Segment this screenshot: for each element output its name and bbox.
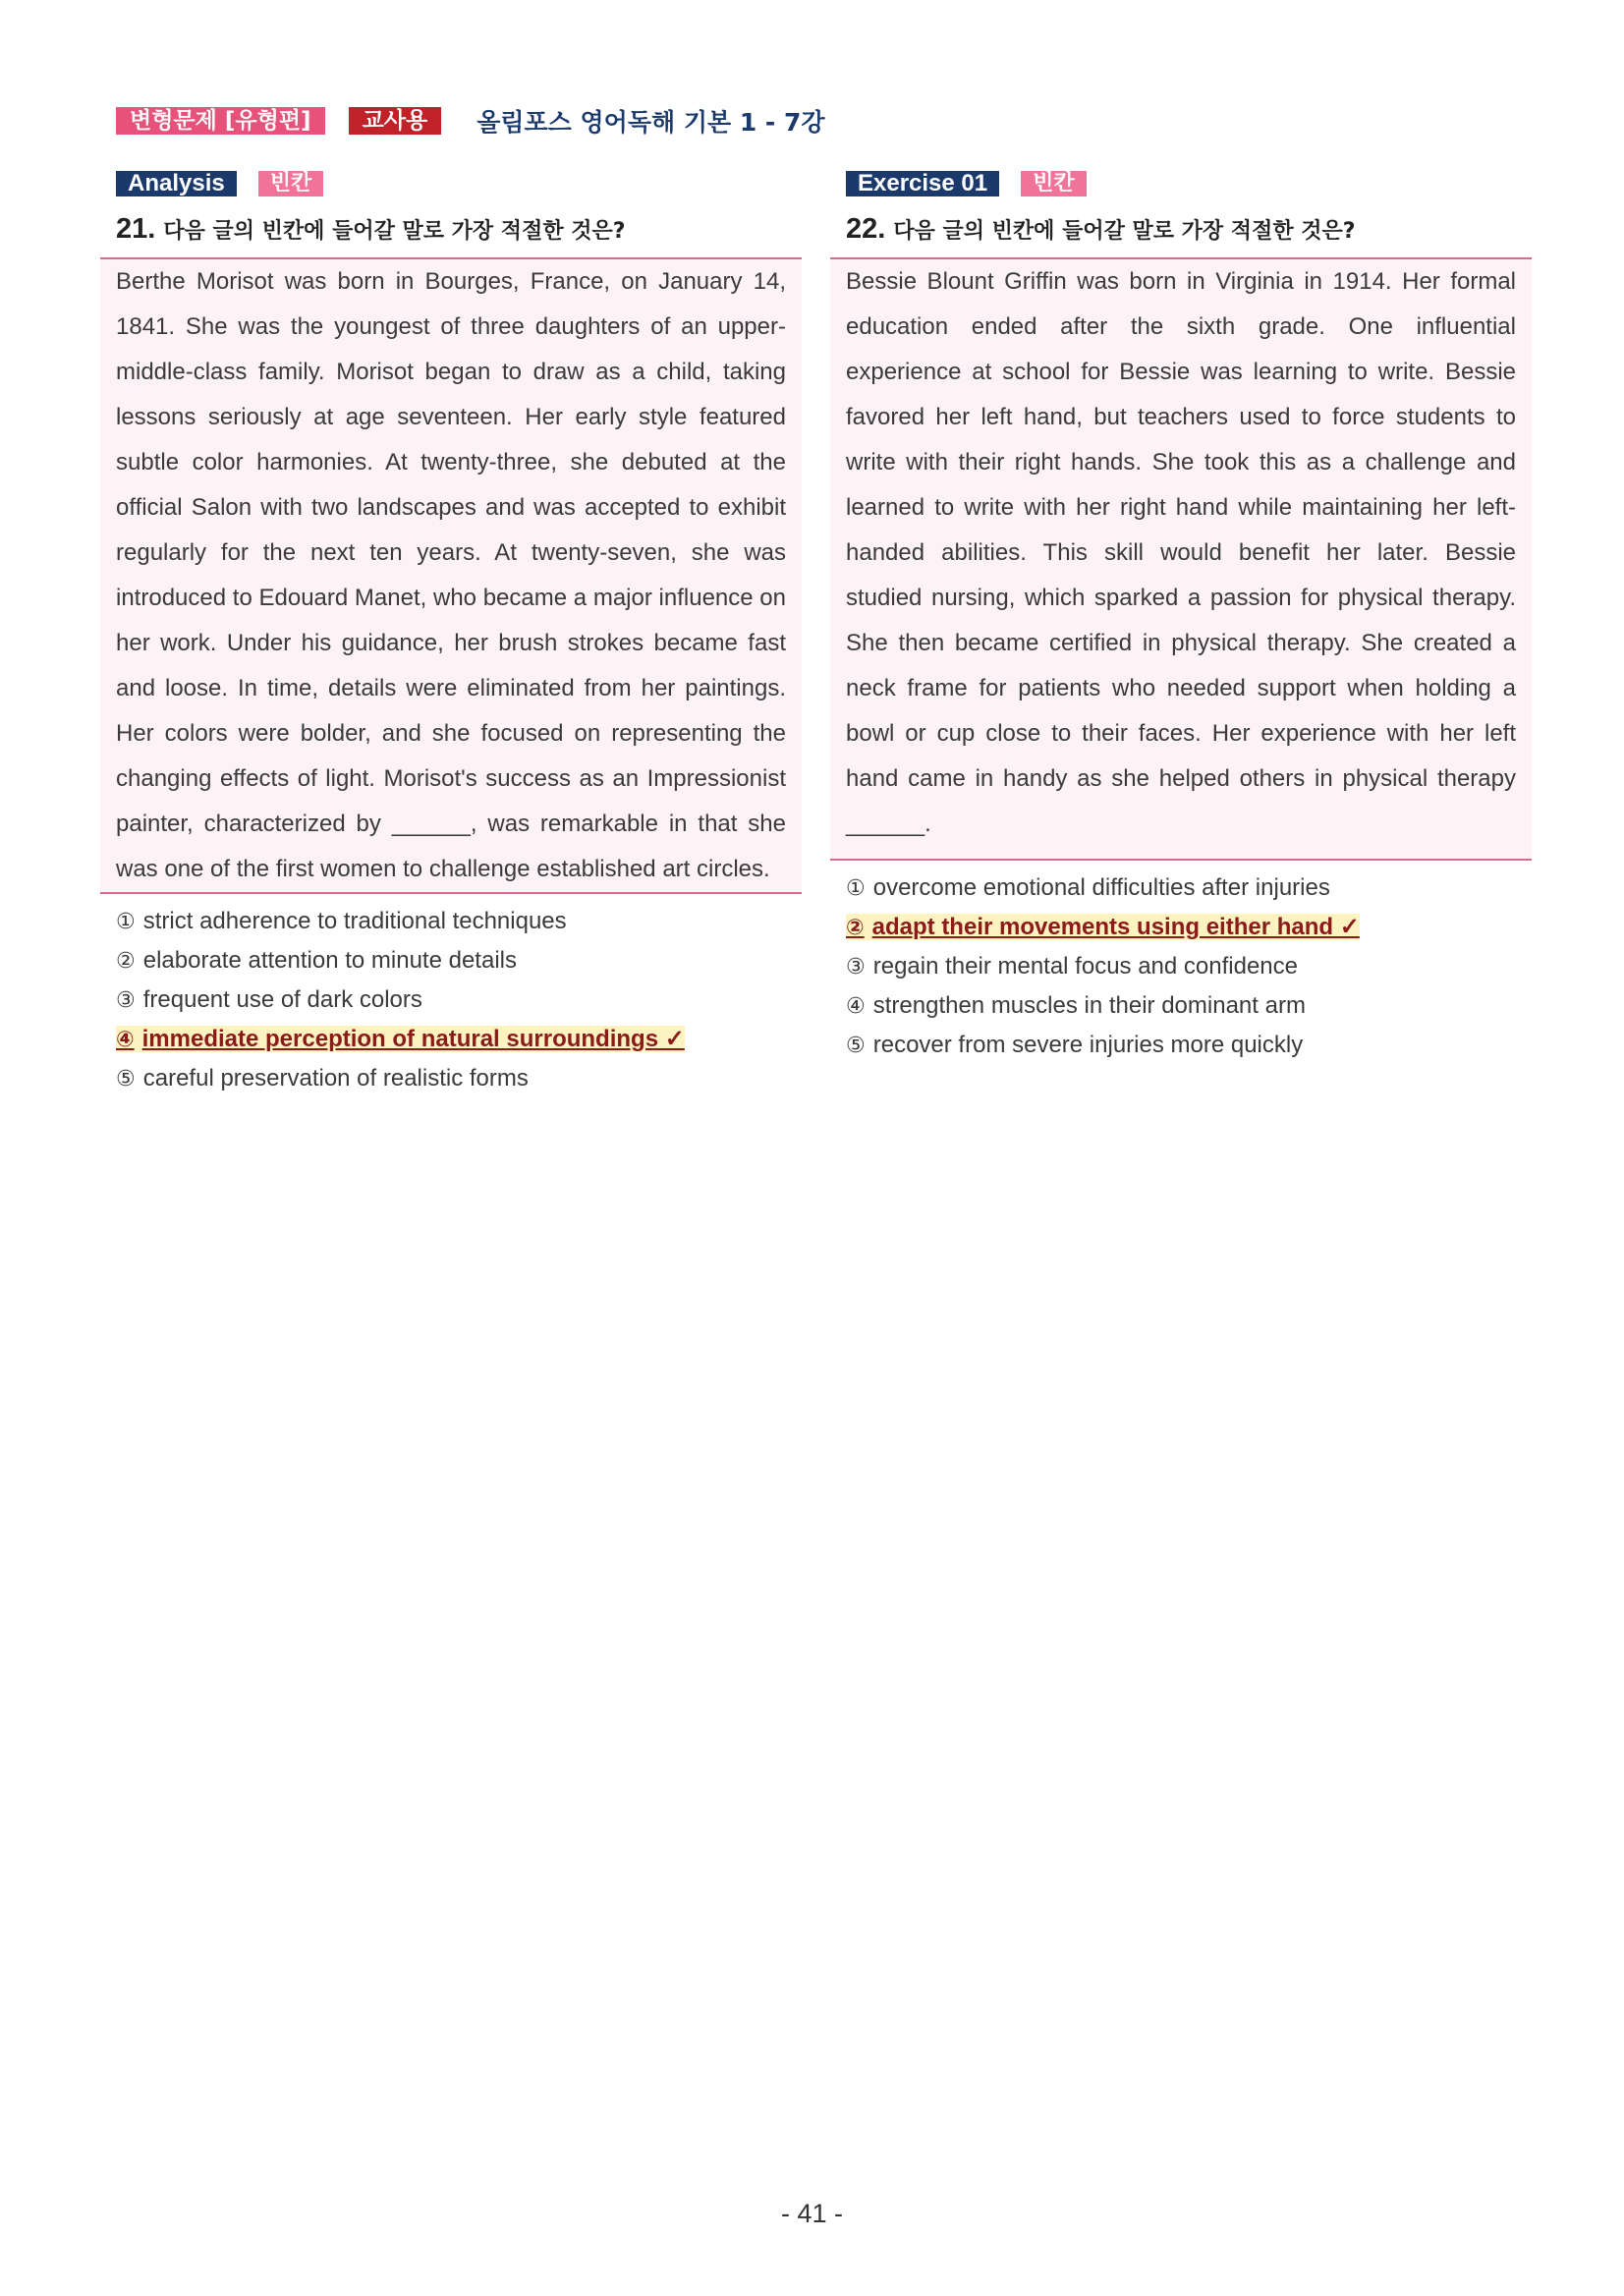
option-marker: ② bbox=[116, 949, 136, 974]
passage-text: Berthe Morisot was born in Bourges, France, on January 14, 1841. She was the youngest of three daughters of an upper-middle-class family. Morisot began to draw as a child, taking lessons seriously at age seventeen. Her early style featured subtle color harmonies. At twenty-three, she debuted at the official Salon with two landscapes and was accepted to exhibit regularly for the next ten years. At twenty-seven, she was introduced to Edouard Manet, who became a major influence on her work. Under his guidance, her brush strokes became fast and loose. In time, details were eliminated from her paintings. Her colors were bolder, and she focused on representing the changing effects of light. Morisot's success as an Impressionist painter, characterized by ______, was remarkable in that she was one of the first women to challenge established art circles. bbox=[100, 257, 802, 894]
blank-type-tag: 빈칸 bbox=[258, 171, 324, 196]
question-text: 다음 글의 빈칸에 들어갈 말로 가장 적절한 것은? bbox=[163, 219, 626, 244]
page-number: - 41 - bbox=[780, 2199, 844, 2228]
question-heading bbox=[846, 212, 1532, 246]
option-1[interactable] bbox=[116, 902, 802, 941]
option-marker: ① bbox=[116, 910, 136, 934]
section-labels bbox=[846, 171, 1532, 196]
option-marker: ③ bbox=[846, 955, 866, 980]
page-header bbox=[116, 104, 825, 138]
option-3[interactable] bbox=[846, 947, 1532, 986]
question-number: 21. bbox=[116, 213, 156, 245]
option-text: strict adherence to traditional techniques bbox=[142, 908, 567, 934]
variant-type-tag: 변형문제 [유형편] bbox=[116, 107, 325, 135]
question-21-section bbox=[100, 171, 802, 1098]
option-marker: ④ bbox=[116, 1028, 135, 1052]
option-marker: ② bbox=[846, 916, 865, 940]
option-2[interactable] bbox=[116, 941, 802, 980]
option-4-correct[interactable] bbox=[116, 1020, 802, 1059]
option-marker: ④ bbox=[846, 994, 866, 1019]
option-text: recover from severe injuries more quickly bbox=[872, 1032, 1304, 1058]
answer-options bbox=[846, 868, 1532, 1065]
option-text: frequent use of dark colors bbox=[142, 986, 422, 1013]
option-text: elaborate attention to minute details bbox=[142, 947, 517, 974]
exercise-label: Exercise 01 bbox=[846, 171, 999, 196]
teacher-tag: 교사용 bbox=[349, 107, 442, 135]
option-marker: ⑤ bbox=[116, 1067, 136, 1092]
option-text: overcome emotional difficulties after injuries bbox=[872, 874, 1330, 901]
section-labels bbox=[116, 171, 802, 196]
question-22-section bbox=[830, 171, 1532, 1065]
question-heading bbox=[116, 212, 802, 246]
option-text: adapt their movements using either hand ✓ bbox=[871, 914, 1360, 940]
option-text: regain their mental focus and confidence bbox=[872, 953, 1299, 980]
option-text: immediate perception of natural surroundings ✓ bbox=[141, 1026, 685, 1052]
option-4[interactable] bbox=[846, 986, 1532, 1026]
question-text: 다음 글의 빈칸에 들어갈 말로 가장 적절한 것은? bbox=[893, 219, 1356, 244]
option-text: careful preservation of realistic forms bbox=[142, 1065, 529, 1092]
answer-options bbox=[116, 902, 802, 1098]
option-5[interactable] bbox=[116, 1059, 802, 1098]
option-3[interactable] bbox=[116, 980, 802, 1020]
option-2-correct[interactable] bbox=[846, 908, 1532, 947]
option-marker: ⑤ bbox=[846, 1034, 866, 1058]
question-number: 22. bbox=[846, 213, 886, 245]
option-text: strengthen muscles in their dominant arm bbox=[872, 992, 1306, 1019]
page-title: 올림포스 영어독해 기본 1 - 7강 bbox=[476, 108, 825, 137]
blank-type-tag: 빈칸 bbox=[1021, 171, 1087, 196]
option-marker: ③ bbox=[116, 988, 136, 1013]
analysis-label: Analysis bbox=[116, 171, 237, 196]
option-5[interactable] bbox=[846, 1026, 1532, 1065]
option-marker: ① bbox=[846, 876, 866, 901]
option-1[interactable] bbox=[846, 868, 1532, 908]
passage-text: Bessie Blount Griffin was born in Virginia in 1914. Her formal education ended after the sixth grade. One influential experience at school for Bessie was learning to write. Bessie favored her left hand, but teachers used to force students to write with their right hands. She took this as a challenge and learned to write with her right hand while maintaining her left-handed abilities. This skill would benefit her later. Bessie studied nursing, which sparked a passion for physical therapy. She then became certified in physical therapy. She created a neck frame for patients who needed support when holding a bowl or cup close to their faces. Her experience with her left hand came in handy as she helped others in physical therapy ______. bbox=[830, 257, 1532, 861]
